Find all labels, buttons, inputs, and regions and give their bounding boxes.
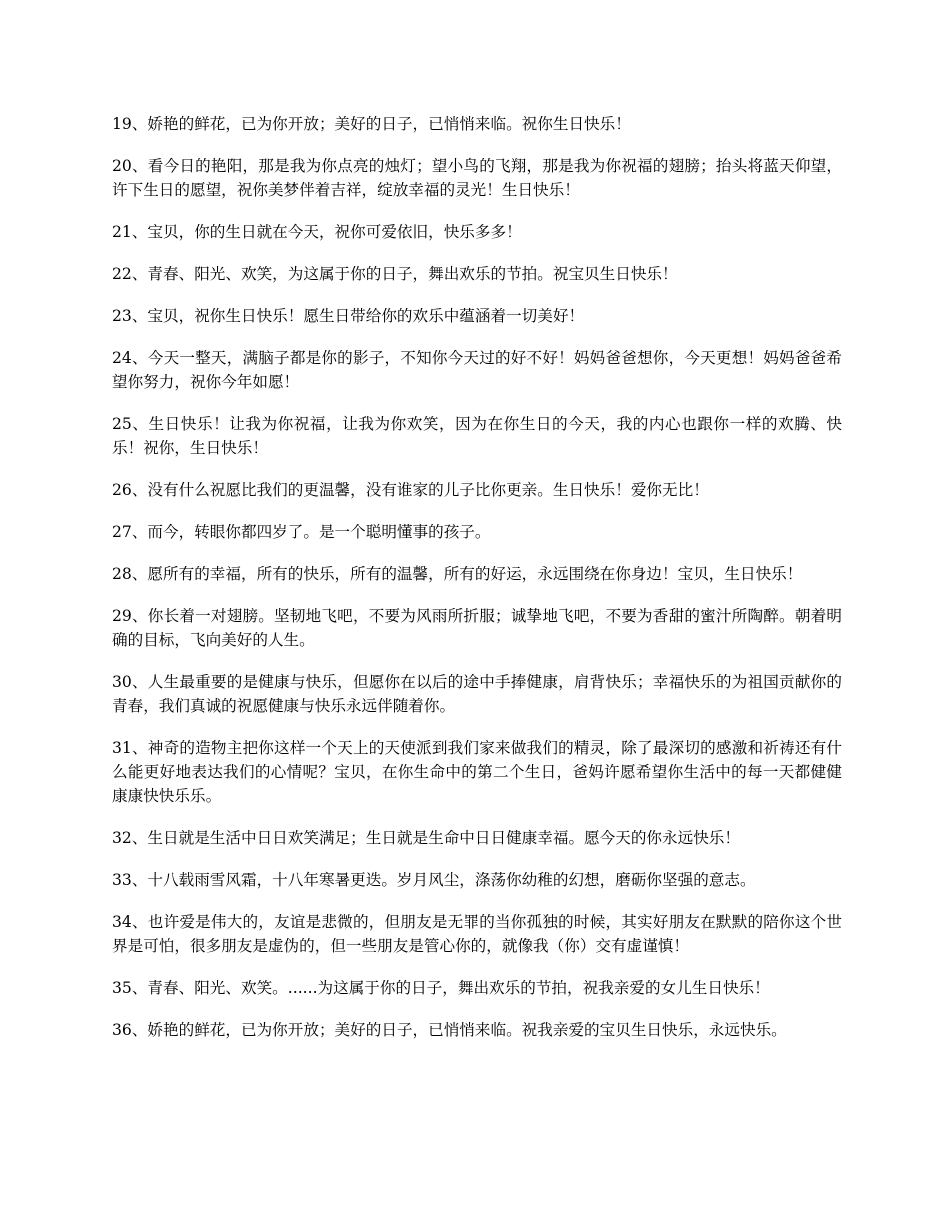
paragraph-28: 28、愿所有的幸福，所有的快乐，所有的温馨，所有的好运，永远围绕在你身边！宝贝，生日快乐！ — [112, 565, 803, 583]
paragraph-29: 29、你长着一对翅膀。坚韧地飞吧，不要为风雨所折服；诚挚地飞吧，不要为香甜的蜜汁所陶醉。朝着明确的目标，飞向美好的人生。 — [112, 607, 842, 649]
paragraph-26: 26、没有什么祝愿比我们的更温馨，没有谁家的儿子比你更亲。生日快乐！爱你无比！ — [112, 481, 709, 499]
paragraph-30: 30、人生最重要的是健康与快乐，但愿你在以后的途中手捧健康，肩背快乐；幸福快乐的为祖国贡献你的青春，我们真诚的祝愿健康与快乐永远伴随着你。 — [112, 673, 842, 715]
paragraph-22: 22、青春、阳光、欢笑，为这属于你的日子，舞出欢乐的节拍。祝宝贝生日快乐！ — [112, 265, 678, 283]
paragraph-19: 19、娇艳的鲜花，已为你开放；美好的日子，已悄悄来临。祝你生日快乐！ — [112, 115, 631, 133]
paragraph-25: 25、生日快乐！让我为你祝福，让我为你欢笑，因为在你生日的今天，我的内心也跟你一样的欢腾、快乐！祝你，生日快乐！ — [112, 415, 842, 457]
paragraph-32: 32、生日就是生活中日日欢笑满足；生日就是生命中日日健康幸福。愿今天的你永远快乐！ — [112, 829, 740, 847]
paragraph-34: 34、也许爱是伟大的，友谊是悲微的，但朋友是无罪的当你孤独的时候，其实好朋友在默默的陪你这个世界是可怕，很多朋友是虚伪的，但一些朋友是管心你的，就像我（你）交有虚谨慎！ — [112, 913, 842, 955]
paragraph-20: 20、看今日的艳阳，那是我为你点亮的烛灯；望小鸟的飞翔，那是我为你祝福的翅膀；抬头将蓝天仰望，许下生日的愿望，祝你美梦伴着吉祥，绽放幸福的灵光！生日快乐！ — [112, 157, 842, 199]
paragraph-23: 23、宝贝，祝你生日快乐！愿生日带给你的欢乐中蕴涵着一切美好！ — [112, 307, 585, 325]
document-body — [112, 112, 842, 1060]
paragraph-35: 35、青春、阳光、欢笑。......为这属于你的日子，舞出欢乐的节拍，祝我亲爱的女儿生日快乐！ — [112, 979, 770, 997]
paragraph-36: 36、娇艳的鲜花，已为你开放；美好的日子，已悄悄来临。祝我亲爱的宝贝生日快乐，永远快乐。 — [112, 1021, 787, 1039]
paragraph-21: 21、宝贝，你的生日就在今天，祝你可爱依旧，快乐多多！ — [112, 223, 522, 241]
paragraph-33: 33、十八载雨雪风霜，十八年寒暑更迭。岁月风尘，涤荡你幼稚的幻想，磨砺你坚强的意志。 — [112, 871, 756, 889]
paragraph-24: 24、今天一整天，满脑子都是你的影子，不知你今天过的好不好！妈妈爸爸想你，今天更想！妈妈爸爸希望你努力，祝你今年如愿！ — [112, 349, 842, 391]
paragraph-27: 27、而今，转眼你都四岁了。是一个聪明懂事的孩子。 — [112, 523, 491, 541]
paragraph-31: 31、神奇的造物主把你这样一个天上的天使派到我们家来做我们的精灵，除了最深切的感激和祈祷还有什么能更好地表达我们的心情呢？宝贝，在你生命中的第二个生日，爸妈许愿希望你生活中的每一天都健健康康快快乐乐。 — [112, 739, 842, 805]
